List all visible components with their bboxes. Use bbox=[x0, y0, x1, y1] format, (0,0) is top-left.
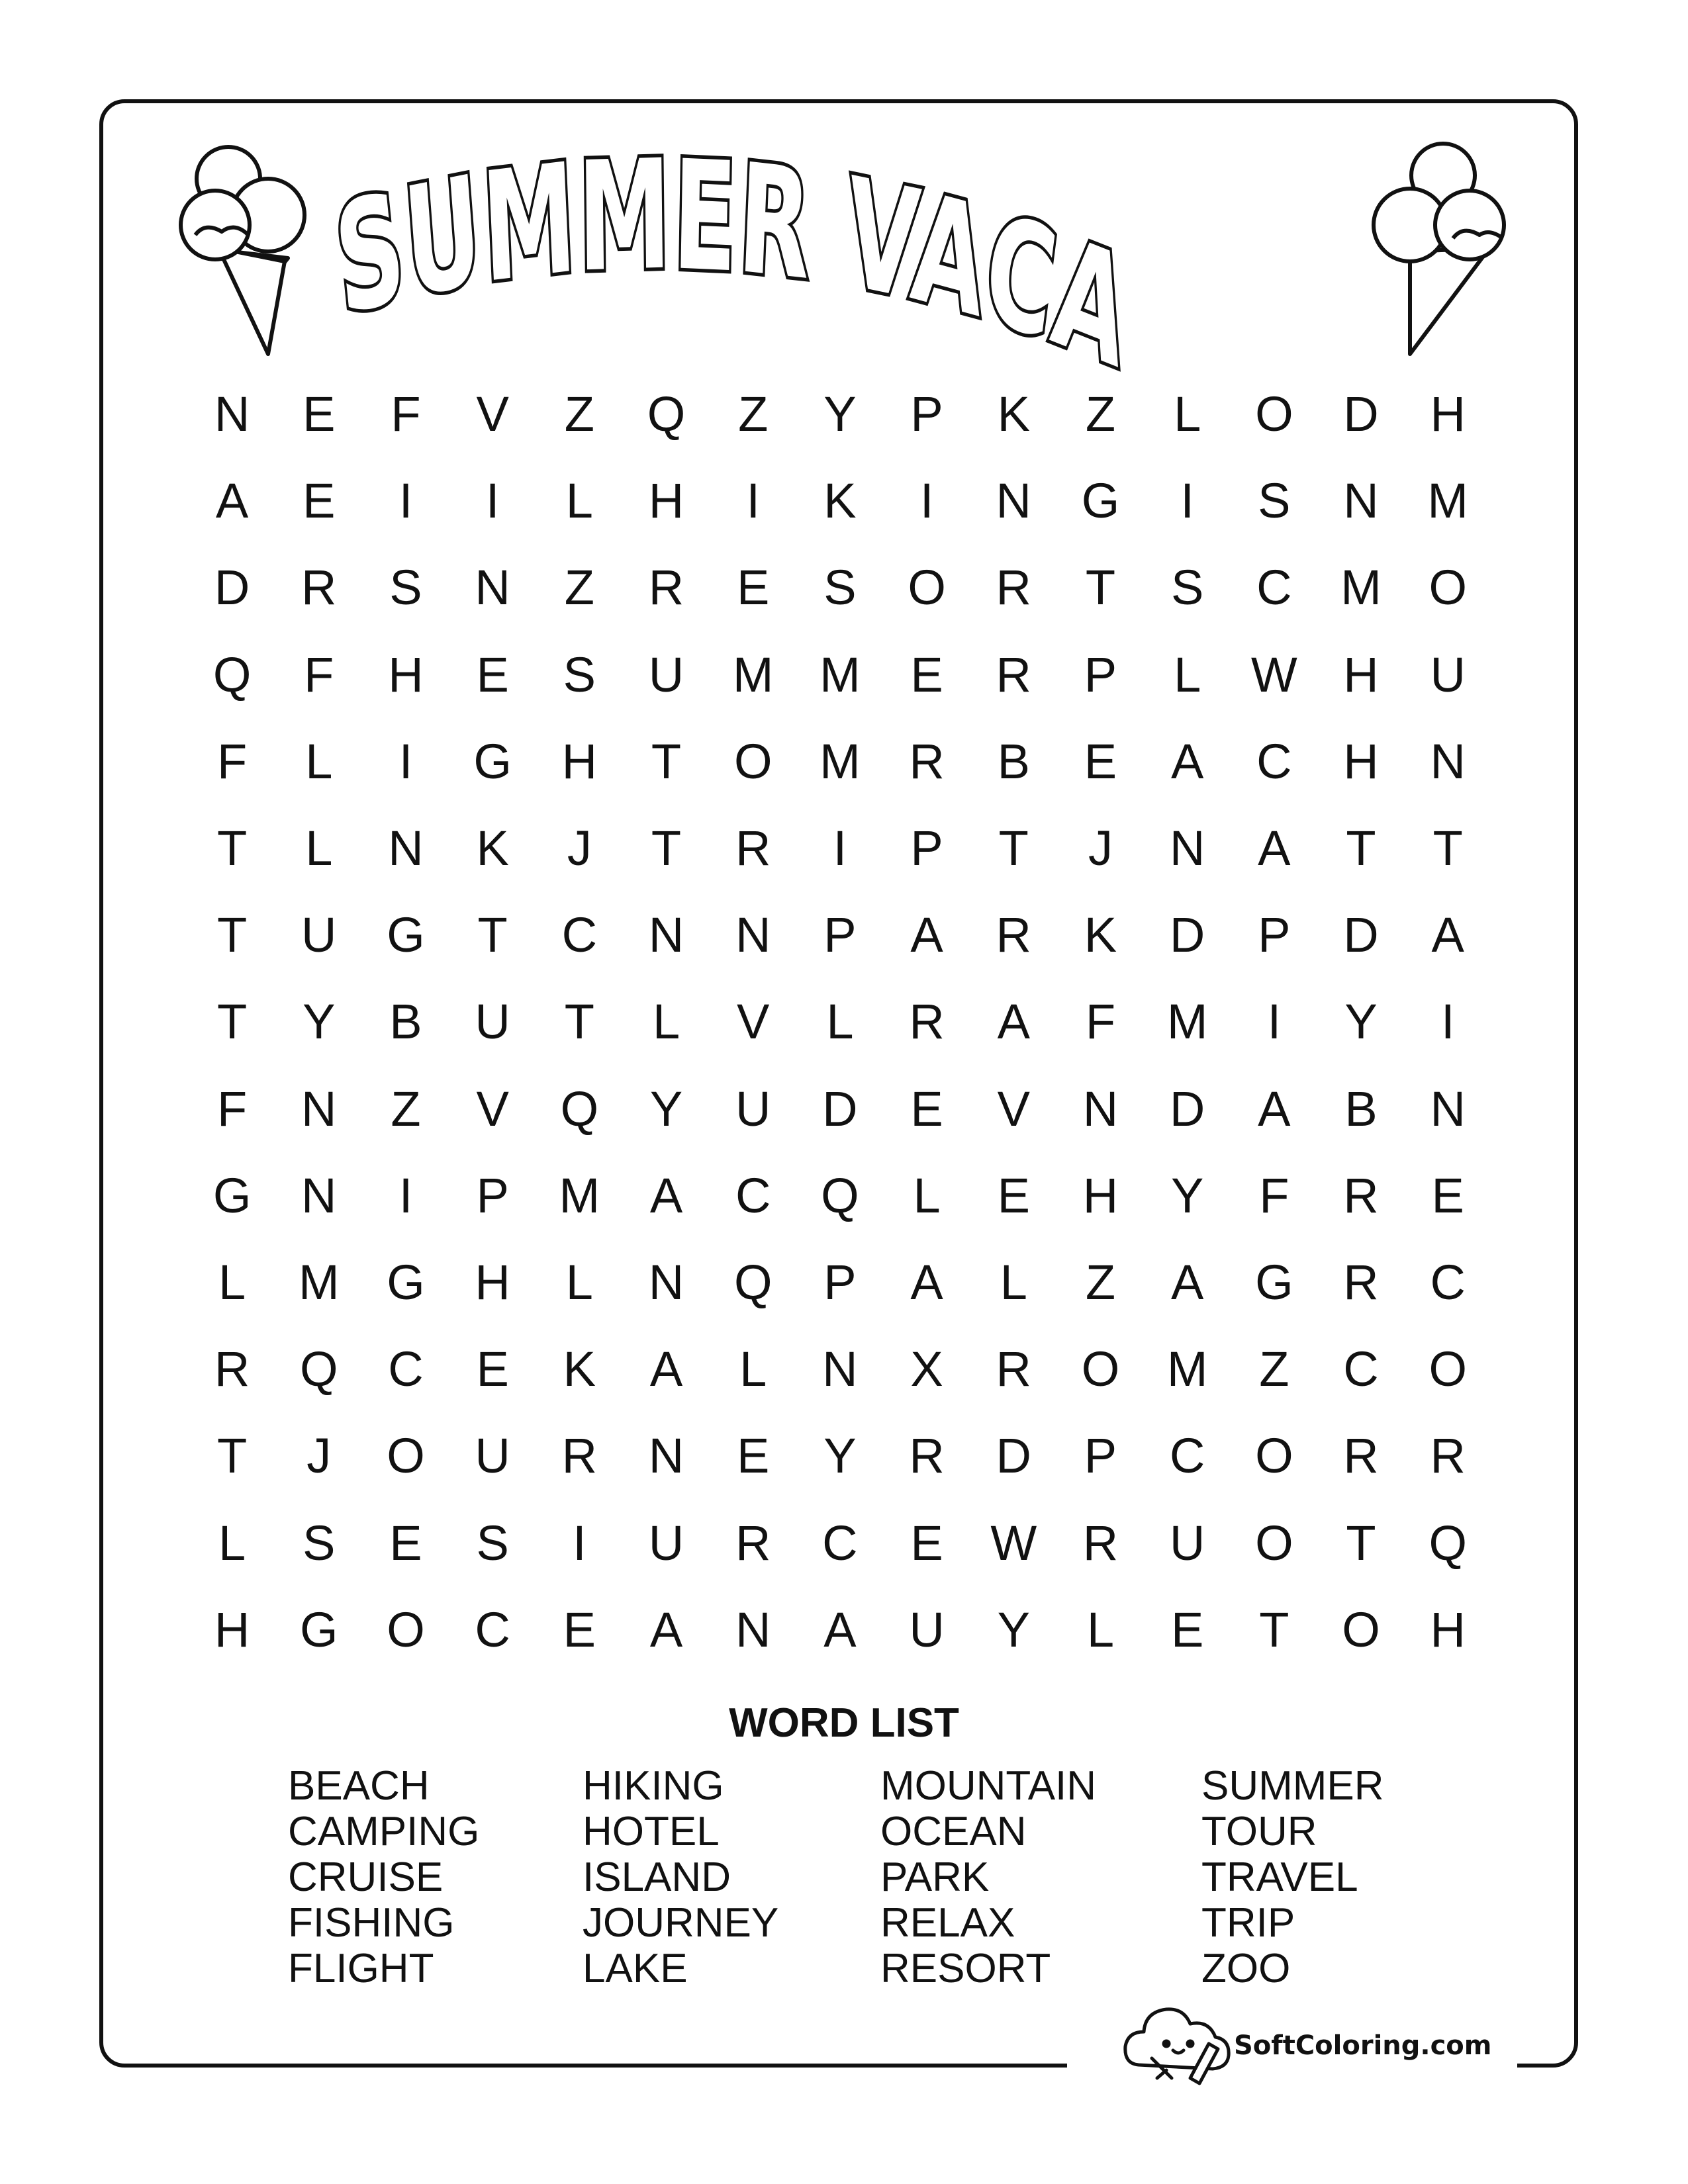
grid-letter[interactable]: B bbox=[1344, 1081, 1378, 1136]
grid-letter[interactable]: T bbox=[216, 907, 248, 963]
grid-letter[interactable]: O bbox=[908, 560, 946, 615]
word-list-column-2 bbox=[583, 1763, 778, 1991]
grid-letter[interactable]: T bbox=[1346, 1515, 1376, 1570]
grid-letter[interactable]: T bbox=[216, 1428, 248, 1484]
grid-letter[interactable]: L bbox=[565, 1254, 593, 1310]
grid-letter[interactable]: D bbox=[822, 1081, 858, 1136]
grid-letter[interactable]: S bbox=[476, 1515, 509, 1570]
grid-letter[interactable]: R bbox=[996, 907, 1031, 963]
grid-letter[interactable]: N bbox=[648, 1254, 684, 1310]
grid-letter[interactable]: A bbox=[823, 1602, 857, 1657]
logo-text: SoftColoring.com bbox=[1234, 2030, 1492, 2061]
word-search-grid[interactable] bbox=[189, 371, 1513, 1674]
word-list-item: RELAX bbox=[880, 1900, 1015, 1946]
grid-letter[interactable]: G bbox=[1255, 1254, 1293, 1310]
cloud-pencil-icon bbox=[1119, 1979, 1238, 2098]
grid-letter[interactable]: S bbox=[563, 647, 596, 702]
grid-letter[interactable]: I bbox=[1267, 994, 1282, 1050]
grid-letter[interactable]: A bbox=[649, 1167, 683, 1223]
grid-letter[interactable]: D bbox=[214, 560, 250, 615]
grid-letter[interactable]: T bbox=[1085, 560, 1116, 615]
grid-letter[interactable]: F bbox=[216, 1081, 248, 1136]
grid-letter[interactable]: U bbox=[1430, 647, 1466, 702]
grid-letter[interactable]: L bbox=[739, 1342, 767, 1397]
ice-cream-cone-icon bbox=[1364, 132, 1536, 371]
grid-letter[interactable]: K bbox=[476, 821, 509, 876]
word-list-heading: WORD LIST bbox=[729, 1700, 959, 1746]
grid-letter[interactable]: Y bbox=[823, 1428, 857, 1484]
word-list-item: SUMMER bbox=[1201, 1763, 1384, 1809]
grid-letter[interactable]: R bbox=[735, 1515, 771, 1570]
grid-letter[interactable]: R bbox=[1343, 1167, 1379, 1223]
grid-letter[interactable]: E bbox=[389, 1515, 422, 1570]
grid-letter[interactable]: A bbox=[1431, 907, 1464, 963]
grid-letter[interactable]: U bbox=[1169, 1515, 1205, 1570]
grid-letter[interactable]: N bbox=[822, 1342, 858, 1397]
grid-letter[interactable]: N bbox=[1082, 1081, 1119, 1136]
grid-letter[interactable]: U bbox=[301, 907, 337, 963]
grid-letter[interactable]: J bbox=[567, 821, 592, 876]
grid-letter[interactable]: M bbox=[1166, 994, 1208, 1050]
grid-letter[interactable]: T bbox=[1432, 821, 1463, 876]
grid-letter[interactable]: N bbox=[301, 1081, 337, 1136]
grid-letter[interactable]: N bbox=[1430, 1081, 1466, 1136]
grid-letter[interactable]: T bbox=[651, 733, 682, 789]
word-list-item: TRIP bbox=[1201, 1900, 1295, 1946]
grid-letter[interactable]: Q bbox=[560, 1081, 599, 1136]
grid-letter[interactable]: G bbox=[387, 1254, 425, 1310]
grid-letter[interactable]: Z bbox=[391, 1081, 421, 1136]
grid-letter[interactable]: C bbox=[822, 1515, 858, 1570]
grid-letter[interactable]: O bbox=[387, 1428, 425, 1484]
grid-letter[interactable]: O bbox=[733, 733, 773, 789]
grid-letter[interactable]: N bbox=[1343, 473, 1379, 529]
grid-letter[interactable]: T bbox=[998, 821, 1029, 876]
word-list-item: MOUNTAIN bbox=[880, 1763, 1097, 1809]
grid-letter[interactable]: W bbox=[1250, 647, 1297, 702]
grid-letter[interactable]: U bbox=[909, 1602, 945, 1657]
grid-letter[interactable]: U bbox=[735, 1081, 771, 1136]
grid-letter[interactable]: E bbox=[1170, 1602, 1204, 1657]
grid-letter[interactable]: L bbox=[826, 994, 854, 1050]
grid-letter[interactable]: O bbox=[1255, 387, 1293, 442]
grid-letter[interactable]: P bbox=[476, 1167, 509, 1223]
grid-letter[interactable]: R bbox=[214, 1342, 250, 1397]
grid-letter[interactable]: F bbox=[304, 647, 334, 702]
grid-letter[interactable]: M bbox=[1166, 1342, 1208, 1397]
grid-letter[interactable]: T bbox=[651, 821, 682, 876]
grid-letter[interactable]: E bbox=[910, 647, 943, 702]
grid-letter[interactable]: O bbox=[1255, 1428, 1293, 1484]
grid-letter[interactable]: Y bbox=[1344, 994, 1378, 1050]
grid-letter[interactable]: E bbox=[997, 1167, 1030, 1223]
word-list-column-4 bbox=[1201, 1763, 1384, 1991]
grid-letter[interactable]: Z bbox=[1259, 1342, 1289, 1397]
grid-letter[interactable]: R bbox=[909, 733, 945, 789]
grid-letter[interactable]: M bbox=[820, 733, 861, 789]
grid-letter[interactable]: H bbox=[648, 473, 684, 529]
grid-letter[interactable]: L bbox=[913, 1167, 941, 1223]
grid-letter[interactable]: T bbox=[477, 907, 508, 963]
grid-letter[interactable]: M bbox=[559, 1167, 600, 1223]
grid-letter[interactable]: I bbox=[833, 821, 847, 876]
grid-letter[interactable]: Y bbox=[997, 1602, 1030, 1657]
grid-letter[interactable]: I bbox=[485, 473, 500, 529]
grid-letter[interactable]: N bbox=[301, 1167, 337, 1223]
word-list-item: JOURNEY bbox=[583, 1900, 779, 1946]
grid-letter[interactable]: I bbox=[399, 733, 413, 789]
grid-letter[interactable]: X bbox=[910, 1342, 943, 1397]
grid-letter[interactable]: M bbox=[1427, 473, 1469, 529]
grid-letter[interactable]: K bbox=[823, 473, 857, 529]
grid-letter[interactable]: A bbox=[910, 907, 943, 963]
grid-letter[interactable]: L bbox=[1174, 387, 1201, 442]
grid-letter[interactable]: I bbox=[1440, 994, 1455, 1050]
grid-letter[interactable]: O bbox=[1255, 1515, 1293, 1570]
grid-letter[interactable]: I bbox=[399, 1167, 413, 1223]
grid-letter[interactable]: R bbox=[909, 994, 945, 1050]
word-list-item: ZOO bbox=[1201, 1946, 1291, 1991]
grid-letter[interactable]: Z bbox=[1085, 387, 1116, 442]
grid-letter[interactable]: C bbox=[1343, 1342, 1379, 1397]
grid-letter[interactable]: T bbox=[1346, 821, 1376, 876]
grid-letter[interactable]: F bbox=[216, 733, 248, 789]
grid-letter[interactable]: N bbox=[735, 1602, 771, 1657]
grid-letter[interactable]: E bbox=[476, 1342, 509, 1397]
grid-letter[interactable]: G bbox=[387, 907, 425, 963]
grid-letter[interactable]: R bbox=[1343, 1254, 1379, 1310]
softcoloring-logo[interactable] bbox=[1119, 1979, 1516, 2144]
grid-letter[interactable]: I bbox=[1180, 473, 1194, 529]
grid-letter[interactable]: E bbox=[737, 1428, 770, 1484]
grid-letter[interactable]: K bbox=[563, 1342, 596, 1397]
grid-letter[interactable]: C bbox=[735, 1167, 771, 1223]
grid-letter[interactable]: Z bbox=[564, 387, 594, 442]
grid-letter[interactable]: L bbox=[218, 1254, 246, 1310]
word-list-item: LAKE bbox=[583, 1946, 688, 1991]
word-list-column-1 bbox=[288, 1763, 479, 1991]
word-list-item: TRAVEL bbox=[1201, 1854, 1358, 1900]
grid-letter[interactable]: R bbox=[301, 560, 337, 615]
grid-letter[interactable]: N bbox=[1169, 821, 1205, 876]
grid-letter[interactable]: T bbox=[216, 994, 248, 1050]
grid-letter[interactable]: Q bbox=[300, 1342, 338, 1397]
grid-letter[interactable]: E bbox=[476, 647, 509, 702]
grid-letter[interactable]: H bbox=[214, 1602, 250, 1657]
grid-letter[interactable]: K bbox=[1084, 907, 1117, 963]
grid-letter[interactable]: N bbox=[735, 907, 771, 963]
grid-letter[interactable]: P bbox=[823, 1254, 857, 1310]
grid-letter[interactable]: E bbox=[910, 1515, 943, 1570]
svg-text:SUMMER VACATION bbox=[283, 0, 1139, 402]
grid-letter[interactable]: H bbox=[1430, 387, 1466, 442]
grid-letter[interactable]: A bbox=[1258, 1081, 1291, 1136]
grid-letter[interactable]: L bbox=[1000, 1254, 1027, 1310]
grid-letter[interactable]: A bbox=[649, 1342, 683, 1397]
grid-letter[interactable]: O bbox=[1429, 1342, 1467, 1397]
grid-letter[interactable]: I bbox=[919, 473, 934, 529]
grid-letter[interactable]: E bbox=[737, 560, 770, 615]
grid-letter[interactable]: H bbox=[561, 733, 598, 789]
grid-letter[interactable]: R bbox=[1082, 1515, 1119, 1570]
grid-letter[interactable]: G bbox=[473, 733, 512, 789]
grid-letter[interactable]: M bbox=[298, 1254, 340, 1310]
grid-letter[interactable]: C bbox=[1256, 733, 1292, 789]
grid-letter[interactable]: V bbox=[476, 387, 509, 442]
grid-letter[interactable]: N bbox=[388, 821, 424, 876]
grid-letter[interactable]: H bbox=[475, 1254, 510, 1310]
grid-letter[interactable]: M bbox=[1340, 560, 1382, 615]
grid-letter[interactable]: R bbox=[996, 560, 1031, 615]
grid-letter[interactable]: J bbox=[306, 1428, 332, 1484]
grid-letter[interactable]: H bbox=[1343, 733, 1379, 789]
grid-letter[interactable]: S bbox=[1258, 473, 1291, 529]
grid-letter[interactable]: T bbox=[1259, 1602, 1289, 1657]
grid-letter[interactable]: D bbox=[1343, 907, 1379, 963]
grid-letter[interactable]: N bbox=[648, 1428, 684, 1484]
grid-letter[interactable]: C bbox=[475, 1602, 510, 1657]
grid-letter[interactable]: T bbox=[564, 994, 594, 1050]
grid-letter[interactable]: D bbox=[996, 1428, 1031, 1484]
grid-letter[interactable]: S bbox=[823, 560, 857, 615]
grid-letter[interactable]: Q bbox=[733, 1254, 773, 1310]
grid-letter[interactable]: P bbox=[910, 387, 943, 442]
word-list-item: PARK bbox=[880, 1854, 990, 1900]
grid-letter[interactable]: Q bbox=[647, 387, 686, 442]
grid-letter[interactable]: F bbox=[1259, 1167, 1289, 1223]
grid-letter[interactable]: I bbox=[399, 473, 413, 529]
grid-letter[interactable]: G bbox=[300, 1602, 338, 1657]
grid-letter[interactable]: N bbox=[1430, 733, 1466, 789]
word-list-item: OCEAN bbox=[880, 1809, 1027, 1854]
grid-letter[interactable]: R bbox=[909, 1428, 945, 1484]
grid-letter[interactable]: S bbox=[389, 560, 422, 615]
grid-letter[interactable]: C bbox=[1256, 560, 1292, 615]
grid-letter[interactable]: R bbox=[1343, 1428, 1379, 1484]
word-list-column-3 bbox=[880, 1763, 1096, 1991]
grid-letter[interactable]: P bbox=[910, 821, 943, 876]
grid-letter[interactable]: U bbox=[648, 1515, 684, 1570]
grid-letter[interactable]: N bbox=[475, 560, 510, 615]
grid-letter[interactable]: Z bbox=[564, 560, 594, 615]
grid-letter[interactable]: U bbox=[475, 1428, 510, 1484]
grid-letter[interactable]: D bbox=[1169, 1081, 1205, 1136]
grid-letter[interactable]: S bbox=[1170, 560, 1204, 615]
word-list-item: FISHING bbox=[288, 1900, 455, 1946]
grid-letter[interactable]: B bbox=[997, 733, 1030, 789]
grid-letter[interactable]: E bbox=[563, 1602, 596, 1657]
grid-letter[interactable]: U bbox=[475, 994, 510, 1050]
grid-letter[interactable]: O bbox=[387, 1602, 425, 1657]
grid-letter[interactable]: L bbox=[305, 733, 333, 789]
grid-letter[interactable]: O bbox=[1342, 1602, 1380, 1657]
grid-letter[interactable]: H bbox=[1082, 1167, 1119, 1223]
word-list-item: TOUR bbox=[1201, 1809, 1317, 1854]
grid-letter[interactable]: A bbox=[1258, 821, 1291, 876]
ice-cream-cone-icon bbox=[169, 132, 341, 371]
grid-letter[interactable]: E bbox=[910, 1081, 943, 1136]
grid-letter[interactable]: P bbox=[1084, 1428, 1117, 1484]
word-list-item: HIKING bbox=[583, 1763, 724, 1809]
word-list-item: ISLAND bbox=[583, 1854, 731, 1900]
grid-letter[interactable]: I bbox=[746, 473, 760, 529]
grid-letter[interactable]: D bbox=[1169, 907, 1205, 963]
grid-letter[interactable]: Q bbox=[821, 1167, 859, 1223]
grid-letter[interactable]: H bbox=[1343, 647, 1379, 702]
grid-letter[interactable]: J bbox=[1088, 821, 1113, 876]
grid-letter[interactable]: E bbox=[303, 473, 336, 529]
grid-letter[interactable]: I bbox=[573, 1515, 586, 1570]
grid-letter[interactable]: C bbox=[1169, 1428, 1205, 1484]
grid-letter[interactable]: E bbox=[303, 387, 336, 442]
grid-letter[interactable]: E bbox=[1084, 733, 1117, 789]
grid-letter[interactable]: C bbox=[1430, 1254, 1466, 1310]
grid-letter[interactable]: Z bbox=[738, 387, 769, 442]
grid-letter[interactable]: A bbox=[910, 1254, 943, 1310]
grid-letter[interactable]: Y bbox=[823, 387, 857, 442]
grid-letter[interactable]: S bbox=[303, 1515, 336, 1570]
word-list-item: HOTEL bbox=[583, 1809, 720, 1854]
grid-letter[interactable]: Q bbox=[1429, 1515, 1467, 1570]
grid-letter[interactable]: R bbox=[648, 560, 684, 615]
grid-letter[interactable]: N bbox=[648, 907, 684, 963]
grid-letter[interactable]: H bbox=[388, 647, 424, 702]
grid-letter[interactable]: K bbox=[997, 387, 1030, 442]
grid-letter[interactable]: W bbox=[990, 1515, 1037, 1570]
grid-letter[interactable]: Z bbox=[1085, 1254, 1116, 1310]
word-list-item: CAMPING bbox=[288, 1809, 480, 1854]
grid-letter[interactable]: V bbox=[737, 994, 770, 1050]
grid-letter[interactable]: U bbox=[648, 647, 684, 702]
grid-letter[interactable]: E bbox=[1431, 1167, 1464, 1223]
word-list-item: FLIGHT bbox=[288, 1946, 434, 1991]
grid-letter[interactable]: N bbox=[996, 473, 1031, 529]
grid-letter[interactable]: Y bbox=[303, 994, 336, 1050]
grid-letter[interactable]: P bbox=[1084, 647, 1117, 702]
grid-letter[interactable]: L bbox=[1174, 647, 1201, 702]
grid-letter[interactable]: F bbox=[1085, 994, 1116, 1050]
grid-letter[interactable]: M bbox=[732, 647, 774, 702]
grid-letter[interactable]: Y bbox=[1170, 1167, 1204, 1223]
grid-letter[interactable]: P bbox=[1258, 907, 1291, 963]
grid-letter[interactable]: B bbox=[389, 994, 422, 1050]
grid-letter[interactable]: C bbox=[561, 907, 598, 963]
grid-letter[interactable]: C bbox=[388, 1342, 424, 1397]
grid-letter[interactable]: L bbox=[305, 821, 333, 876]
grid-letter[interactable]: R bbox=[735, 821, 771, 876]
grid-letter[interactable]: G bbox=[1081, 473, 1120, 529]
grid-letter[interactable]: V bbox=[476, 1081, 509, 1136]
grid-letter[interactable]: V bbox=[997, 1081, 1030, 1136]
grid-letter[interactable]: M bbox=[820, 647, 861, 702]
grid-letter[interactable]: T bbox=[216, 821, 248, 876]
grid-letter[interactable]: D bbox=[1343, 387, 1379, 442]
grid-letter[interactable]: L bbox=[652, 994, 680, 1050]
grid-letter[interactable]: L bbox=[218, 1515, 246, 1570]
grid-letter[interactable]: A bbox=[215, 473, 249, 529]
grid-letter[interactable]: R bbox=[1430, 1428, 1466, 1484]
grid-letter[interactable]: O bbox=[1429, 560, 1467, 615]
grid-letter[interactable]: Q bbox=[212, 647, 252, 702]
grid-letter[interactable]: G bbox=[212, 1167, 252, 1223]
page-title bbox=[282, 0, 1370, 400]
grid-letter[interactable]: N bbox=[214, 387, 250, 442]
grid-letter[interactable]: P bbox=[823, 907, 857, 963]
grid-letter[interactable]: L bbox=[1086, 1602, 1115, 1657]
grid-letter[interactable]: F bbox=[391, 387, 421, 442]
grid-letter[interactable]: H bbox=[1430, 1602, 1466, 1657]
grid-letter[interactable]: A bbox=[1170, 733, 1204, 789]
grid-letter[interactable]: Y bbox=[649, 1081, 683, 1136]
word-list-item: BEACH bbox=[288, 1763, 430, 1809]
grid-letter[interactable]: R bbox=[561, 1428, 598, 1484]
grid-letter[interactable]: R bbox=[996, 1342, 1031, 1397]
grid-letter[interactable]: O bbox=[1081, 1342, 1120, 1397]
grid-letter[interactable]: A bbox=[649, 1602, 683, 1657]
grid-letter[interactable]: A bbox=[997, 994, 1030, 1050]
word-list-item: CRUISE bbox=[288, 1854, 444, 1900]
grid-letter[interactable]: L bbox=[565, 473, 593, 529]
grid-letter[interactable]: R bbox=[996, 647, 1031, 702]
grid-letter[interactable]: A bbox=[1170, 1254, 1204, 1310]
word-list-item: RESORT bbox=[880, 1946, 1051, 1991]
title-text: SUMMER VACATION bbox=[282, 0, 1133, 400]
